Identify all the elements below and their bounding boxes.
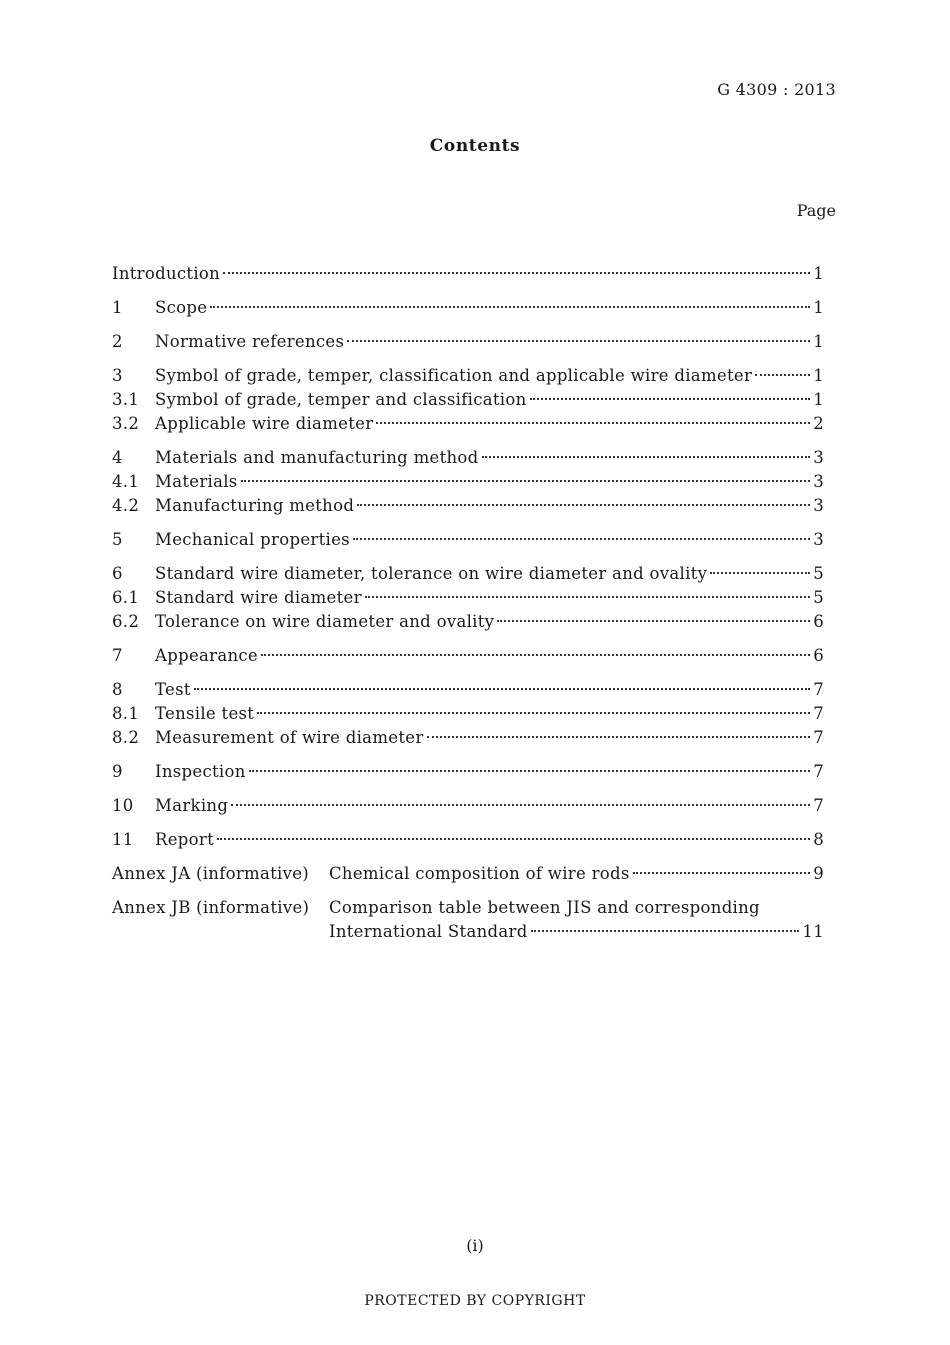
toc-entry-title: Mechanical properties [155, 530, 350, 549]
toc-entry-materials[interactable] [112, 470, 824, 494]
toc-entry-measurement-wire-diameter[interactable] [112, 726, 824, 750]
toc-entry-appearance[interactable] [112, 644, 824, 668]
toc-entry-number: 9 [112, 762, 123, 781]
toc-entry-title: Comparison table between JIS and corresponding [329, 898, 760, 917]
toc-entry-number: 3.2 [112, 414, 140, 433]
toc-entry-mechanical-properties[interactable] [112, 528, 824, 552]
toc-entry-page: 1 [813, 264, 824, 283]
dot-leader [257, 711, 810, 714]
toc-entry-page: 6 [813, 612, 824, 631]
toc-entry-page: 1 [813, 390, 824, 409]
toc-entry-title: Manufacturing method [155, 496, 355, 515]
dot-leader [633, 871, 811, 874]
toc-entry-number: 7 [112, 646, 123, 665]
toc-entry-page: 3 [813, 496, 824, 515]
toc-entry-number: 11 [112, 830, 134, 849]
toc-entry-number: 8.2 [112, 728, 140, 747]
toc-entry-annex-jb-continued[interactable] [112, 920, 824, 944]
toc-entry-title: Standard wire diameter, tolerance on wire diameter and ovality [155, 564, 708, 583]
dot-leader [261, 653, 810, 656]
annex-label: Annex JA (informative) [112, 864, 310, 883]
toc-entry-marking[interactable] [112, 794, 824, 818]
toc-entry-symbol-of-grade-temper-classification[interactable] [112, 388, 824, 412]
toc-entry-number: 10 [112, 796, 134, 815]
toc-entry-annex-jb[interactable] [112, 896, 824, 920]
toc-entry-title-continued: International Standard [329, 922, 528, 941]
toc-entry-number: 3.1 [112, 390, 140, 409]
toc-entry-page: 1 [813, 366, 824, 385]
toc-entry-page: 7 [813, 704, 824, 723]
toc-entry-number: 6.2 [112, 612, 140, 631]
page-number: (i) [466, 1236, 484, 1255]
toc-entry-normative-references[interactable] [112, 330, 824, 354]
toc-entry-page: 1 [813, 298, 824, 317]
toc-entry-page: 2 [813, 414, 824, 433]
toc-entry-number: 5 [112, 530, 123, 549]
dot-leader [482, 455, 811, 458]
toc-entry-number: 8 [112, 680, 123, 699]
toc-entry-tensile-test[interactable] [112, 702, 824, 726]
toc-entry-standard-wire-diameter-tolerance[interactable] [112, 562, 824, 586]
toc-entry-title: Materials [155, 472, 238, 491]
dot-leader [347, 339, 810, 342]
toc-entry-title: Normative references [155, 332, 345, 351]
toc-entry-standard-wire-diameter[interactable] [112, 586, 824, 610]
document-id: G 4309 : 2013 [717, 80, 836, 99]
toc-entry-page: 8 [813, 830, 824, 849]
dot-leader [376, 421, 810, 424]
dot-leader [427, 735, 811, 738]
toc-entry-number: 6 [112, 564, 123, 583]
dot-leader [223, 271, 810, 274]
toc-entry-page: 7 [813, 796, 824, 815]
toc-entry-page: 7 [813, 762, 824, 781]
toc-entry-title: Test [155, 680, 191, 699]
dot-leader [497, 619, 810, 622]
toc-entry-symbol-of-grade[interactable] [112, 364, 824, 388]
toc-entry-page: 5 [813, 588, 824, 607]
copyright-notice: PROTECTED BY COPYRIGHT [364, 1293, 586, 1309]
toc-entry-number: 4 [112, 448, 123, 467]
annex-label: Annex JB (informative) [112, 898, 310, 917]
dot-leader [194, 687, 810, 690]
toc-entry-materials-manufacturing[interactable] [112, 446, 824, 470]
table-of-contents [112, 262, 824, 944]
dot-leader [365, 595, 810, 598]
toc-entry-page: 1 [813, 332, 824, 351]
toc-entry-page: 3 [813, 448, 824, 467]
toc-entry-report[interactable] [112, 828, 824, 852]
toc-entry-number: 1 [112, 298, 123, 317]
toc-entry-number: 3 [112, 366, 123, 385]
toc-entry-title: Appearance [155, 646, 258, 665]
toc-entry-title: Chemical composition of wire rods [329, 864, 630, 883]
toc-entry-page: 7 [813, 680, 824, 699]
dot-leader [217, 837, 810, 840]
toc-entry-page: 6 [813, 646, 824, 665]
toc-entry-title: Materials and manufacturing method [155, 448, 479, 467]
dot-leader [530, 397, 811, 400]
toc-entry-inspection[interactable] [112, 760, 824, 784]
toc-entry-page: 7 [813, 728, 824, 747]
toc-entry-introduction[interactable] [112, 262, 824, 286]
dot-leader [210, 305, 810, 308]
toc-entry-number: 8.1 [112, 704, 140, 723]
dot-leader [755, 373, 810, 376]
toc-entry-tolerance-ovality[interactable] [112, 610, 824, 634]
dot-leader [249, 769, 811, 772]
toc-entry-applicable-wire-diameter[interactable] [112, 412, 824, 436]
toc-entry-title: Tensile test [155, 704, 255, 723]
toc-entry-title: Symbol of grade, temper, classification and applicable wire diameter [155, 366, 753, 385]
toc-entry-number: 2 [112, 332, 123, 351]
toc-entry-title: Symbol of grade, temper and classification [155, 390, 527, 409]
toc-entry-page: 9 [813, 864, 824, 883]
page-column-header: Page [796, 201, 836, 220]
toc-entry-manufacturing-method[interactable] [112, 494, 824, 518]
dot-leader [357, 503, 810, 506]
toc-entry-title: Measurement of wire diameter [155, 728, 424, 747]
dot-leader [531, 929, 800, 932]
toc-entry-title: Applicable wire diameter [155, 414, 374, 433]
dot-leader [231, 803, 810, 806]
page-title: Contents [429, 136, 521, 156]
toc-entry-number: 4.1 [112, 472, 140, 491]
toc-entry-title: Standard wire diameter [155, 588, 362, 607]
toc-entry-title: Tolerance on wire diameter and ovality [155, 612, 495, 631]
toc-entry-number: 4.2 [112, 496, 140, 515]
toc-entry-title: Inspection [155, 762, 246, 781]
toc-entry-scope[interactable] [112, 296, 824, 320]
toc-entry-annex-ja[interactable] [112, 862, 824, 886]
toc-entry-page: 3 [813, 530, 824, 549]
toc-entry-test[interactable] [112, 678, 824, 702]
dot-leader [710, 571, 810, 574]
dot-leader [241, 479, 811, 482]
toc-entry-title: Marking [155, 796, 229, 815]
dot-leader [353, 537, 810, 540]
toc-entry-page: 5 [813, 564, 824, 583]
toc-entry-title: Introduction [112, 264, 221, 283]
toc-entry-title: Scope [155, 298, 208, 317]
toc-entry-page: 3 [813, 472, 824, 491]
toc-entry-number: 6.1 [112, 588, 140, 607]
toc-entry-page: 11 [802, 922, 824, 941]
toc-entry-title: Report [155, 830, 215, 849]
